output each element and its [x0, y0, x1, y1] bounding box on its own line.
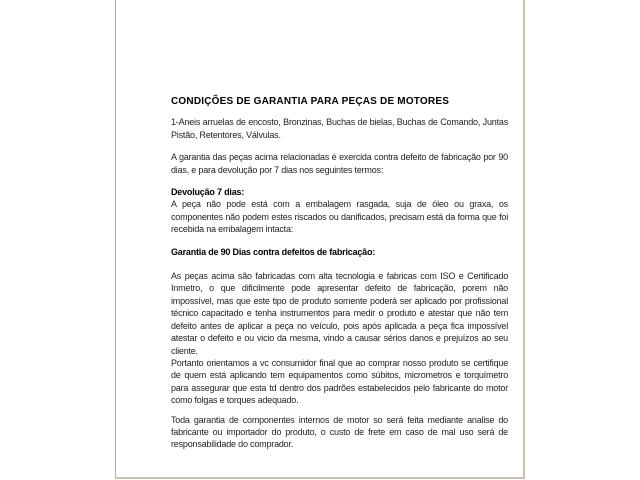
page-content	[116, 0, 523, 477]
garantia-paragraph-1: As peças acima são fabricadas com alta tecnologia e fabricas com ISO e Certificado Inmetro, o que dificilmente pode apresentar defeito de fabricação, porem não impossível, mas que este tipo de produto somente poderá ser aplicado por profissional técnico capacitado e tenha instrumentos para medir o produto e atestar que não tem defeito antes de aplicar a peça no veículo, pois após aplicada a peça fica impossível atestar o defeito e ou vicio da mesma, vindo a causar sérios danos e prejuízos ao seu cliente.	[171, 271, 508, 356]
warranty-intro-paragraph: A garantia das peças acima relacionadas é exercida contra defeito de fabricação por 90 dias, e para devolução por 7 dias nos seguintes termos:	[171, 152, 508, 175]
document-page	[115, 0, 525, 479]
devolucao-heading: Devolução 7 dias:	[171, 187, 245, 198]
garantia-paragraph-2: Portanto orientamos a vc consumidor final que ao comprar nosso produto se certifique de quem está aplicando tem equipamentos como súbitos, micrometros e torquímetro para assegurar que esta td dentro dos padrões estabelecidos pelo fabricante do motor como folgas e torques adequado.	[171, 357, 508, 406]
garantia-heading: Garantia de 90 Dias contra defeitos de fabricação:	[171, 246, 376, 257]
frete-paragraph: Toda garantia de componentes internos de motor so será feita mediante analise do fabricante ou importador do produto, o custo de frete em caso de mal uso será de responsabilidade do comprador.	[171, 414, 508, 450]
devolucao-paragraph: A peça não pode está com a embalagem rasgada, suja de óleo ou graxa, os componentes não podem estes riscados ou danificados, precisam está da forma que foi recebida na embalagem intacta:	[171, 199, 508, 235]
page-title: CONDIÇÕES DE GARANTIA PARA PEÇAS DE MOTORES	[171, 96, 450, 107]
parts-list-paragraph: 1-Aneis arruelas de encosto, Bronzinas, Buchas de bielas, Buchas de Comando, Juntas Pistão, Retentores, Válvulas.	[171, 117, 508, 140]
